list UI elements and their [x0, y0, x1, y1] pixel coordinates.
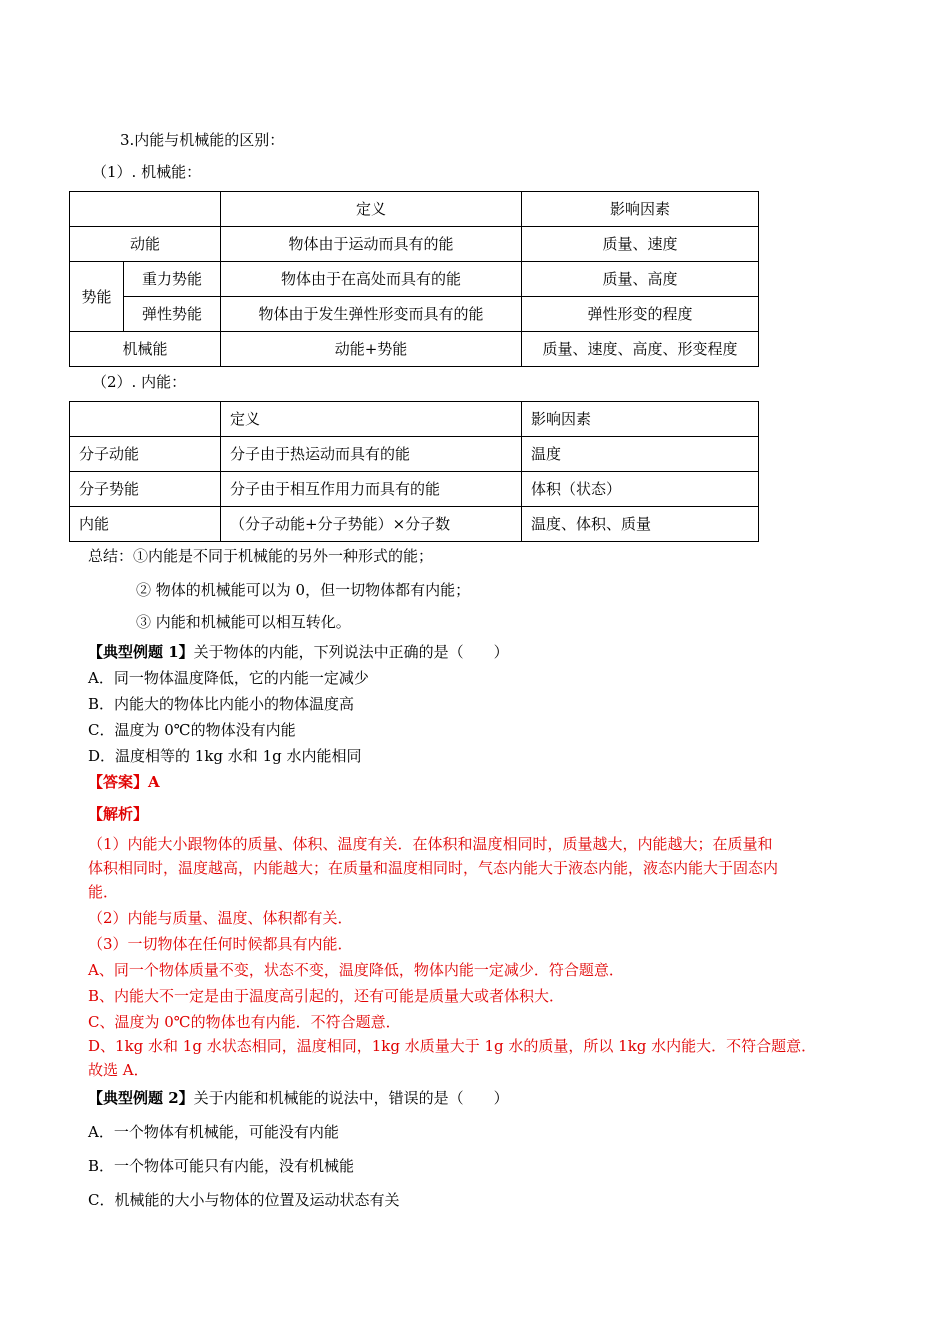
option-d: D．温度相等的 1kg 水和 1g 水内能相同	[88, 747, 362, 765]
option-c: C．机械能的大小与物体的位置及运动状态有关	[88, 1191, 400, 1209]
option-b: B．内能大的物体比内能小的物体温度高	[88, 695, 355, 713]
potential-label: 势能	[70, 262, 124, 332]
table-row	[70, 297, 759, 332]
summary-line-2: ② 物体的机械能可以为 0，但一切物体都有内能；	[136, 581, 471, 599]
summary-line-1: 总结：①内能是不同于机械能的另外一种形式的能；	[88, 547, 434, 565]
option-a: A．同一物体温度降低，它的内能一定减少	[88, 669, 369, 687]
analysis-title: 【解析】	[88, 805, 149, 823]
analysis-line: A、同一个物体质量不变，状态不变，温度降低，物体内能一定减少．符合题意．	[88, 961, 624, 979]
col-header-factor: 影响因素	[522, 402, 759, 437]
row-label: 内能	[70, 507, 221, 542]
example-2-tag: 【典型例题 2】	[88, 1089, 194, 1107]
table-row	[70, 262, 759, 297]
table-row	[70, 507, 759, 542]
row-def: 物体由于运动而具有的能	[221, 227, 522, 262]
table-row	[70, 332, 759, 367]
section-title: 3.内能与机械能的区别：	[120, 131, 285, 149]
answer: 【答案】A	[88, 773, 160, 791]
row-factor: 质量、速度、高度、形变程度	[522, 332, 759, 367]
row-def: 动能+势能	[221, 332, 522, 367]
analysis-line: D、1kg 水和 1g 水状态相同，温度相同，1kg 水质量大于 1g 水的质量，所以 1kg 水内能大．不符合题意．	[88, 1037, 817, 1055]
row-def: 分子由于热运动而具有的能	[221, 437, 522, 472]
table-corner	[70, 192, 221, 227]
row-label: 重力势能	[124, 262, 221, 297]
row-factor: 质量、高度	[522, 262, 759, 297]
option-a: A．一个物体有机械能，可能没有内能	[88, 1123, 339, 1141]
example-2-question	[88, 1088, 509, 1108]
summary-line-3: ③ 内能和机械能可以相互转化。	[136, 613, 351, 631]
example-2-stem: 关于内能和机械能的说法中，错误的是（ ）	[193, 1089, 509, 1107]
table-row	[70, 472, 759, 507]
row-label: 分子动能	[70, 437, 221, 472]
option-c: C．温度为 0℃的物体没有内能	[88, 721, 296, 739]
row-factor: 体积（状态）	[522, 472, 759, 507]
row-factor: 温度、体积、质量	[522, 507, 759, 542]
table-row	[70, 227, 759, 262]
analysis-line: C、温度为 0℃的物体也有内能．不符合题意．	[88, 1013, 401, 1031]
mechanical-energy-table	[69, 191, 759, 367]
row-def: 物体由于在高处而具有的能	[221, 262, 522, 297]
table-corner	[70, 402, 221, 437]
col-header-def: 定义	[221, 192, 522, 227]
analysis-line: 体积相同时，温度越高，内能越大；在质量和温度相同时，气态内能大于液态内能，液态内能大于固态内	[88, 859, 779, 877]
example-1-question	[88, 642, 509, 662]
option-b: B．一个物体可能只有内能，没有机械能	[88, 1157, 355, 1175]
example-1-tag: 【典型例题 1】	[88, 643, 194, 661]
internal-heading: （2）. 内能：	[92, 373, 187, 391]
row-def: （分子动能+分子势能）×分子数	[221, 507, 522, 542]
internal-energy-table	[69, 401, 759, 542]
row-label: 机械能	[70, 332, 221, 367]
row-factor: 质量、速度	[522, 227, 759, 262]
table-row	[70, 437, 759, 472]
analysis-line: （2）内能与质量、温度、体积都有关．	[88, 909, 353, 927]
row-factor: 弹性形变的程度	[522, 297, 759, 332]
row-label: 分子势能	[70, 472, 221, 507]
analysis-line: （1）内能大小跟物体的质量、体积、温度有关．在体积和温度相同时，质量越大，内能越大；在质量和	[88, 835, 773, 853]
col-header-def: 定义	[221, 402, 522, 437]
row-def: 分子由于相互作用力而具有的能	[221, 472, 522, 507]
row-factor: 温度	[522, 437, 759, 472]
col-header-factor: 影响因素	[522, 192, 759, 227]
analysis-line: 故选 A．	[88, 1061, 149, 1079]
row-label: 弹性势能	[124, 297, 221, 332]
row-label: 动能	[70, 227, 221, 262]
analysis-line: B、内能大不一定是由于温度高引起的，还有可能是质量大或者体积大．	[88, 987, 565, 1005]
analysis-line: （3）一切物体在任何时候都具有内能．	[88, 935, 353, 953]
example-1-stem: 关于物体的内能，下列说法中正确的是（ ）	[193, 643, 509, 661]
row-def: 物体由于发生弹性形变而具有的能	[221, 297, 522, 332]
mech-heading: （1）. 机械能：	[92, 163, 202, 181]
analysis-line: 能．	[88, 883, 119, 901]
